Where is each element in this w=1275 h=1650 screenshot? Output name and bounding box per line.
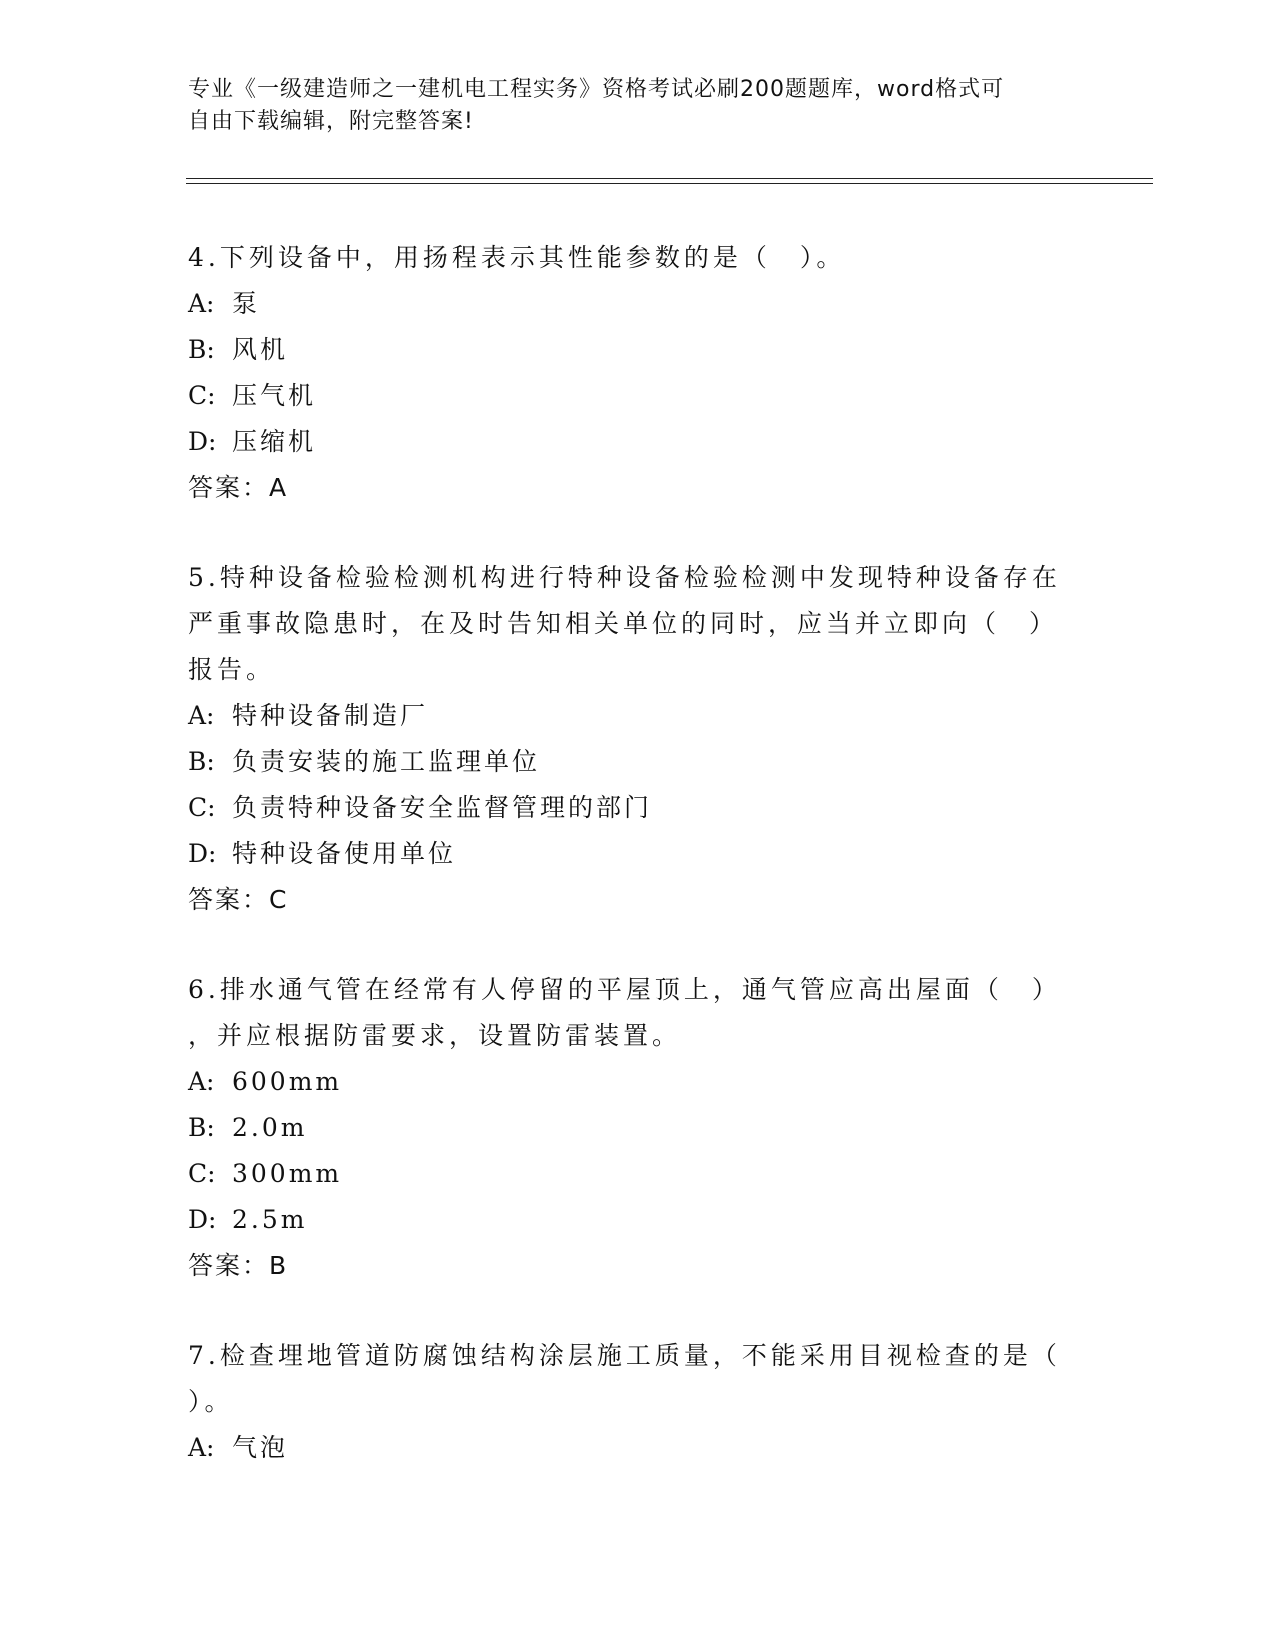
option-text: 600mm (232, 1067, 343, 1096)
question-text-line: 4.下列设备中，用扬程表示其性能参数的是（ ）。 (188, 243, 846, 272)
answer-option (188, 373, 1068, 419)
question-text-line: 7.检查埋地管道防腐蚀结构涂层施工质量，不能采用目视检查的是（ (188, 1341, 1061, 1370)
option-label: C: (188, 381, 216, 410)
question-text-line: 5.特种设备检验检测机构进行特种设备检验检测中发现特种设备存在 (188, 563, 1061, 592)
header-line-1: 专业《一级建造师之一建机电工程实务》资格考试必刷200题题库，word格式可 (188, 77, 1005, 102)
option-label: A: (188, 289, 215, 318)
option-label: C: (188, 793, 216, 822)
answer-option (188, 1425, 1068, 1471)
option-label: B: (188, 335, 215, 364)
option-text: 300mm (232, 1159, 343, 1188)
option-text: 特种设备使用单位 (232, 839, 457, 868)
answer-option (188, 831, 1068, 877)
question-text-line: 6.排水通气管在经常有人停留的平屋顶上，通气管应高出屋面（ ） (188, 975, 1061, 1004)
question-block (188, 235, 1068, 511)
question-text-line: 报告。 (188, 655, 276, 684)
option-label: A: (188, 1067, 215, 1096)
answer-option (188, 739, 1068, 785)
answer-option (188, 419, 1068, 465)
option-text: 压气机 (232, 381, 317, 410)
option-label: C: (188, 1159, 216, 1188)
answer-option (188, 1105, 1068, 1151)
answer-option (188, 785, 1068, 831)
option-text: 泵 (232, 289, 261, 318)
answer-option (188, 1197, 1068, 1243)
option-text: 2.5m (232, 1205, 308, 1234)
question-text-line: ）。 (188, 1387, 234, 1416)
option-text: 风机 (232, 335, 289, 364)
answer-option (188, 693, 1068, 739)
answer-option (188, 327, 1068, 373)
option-text: 负责安装的施工监理单位 (232, 747, 541, 776)
answer-key: 答案：B (188, 1251, 289, 1280)
header-divider-bottom (186, 183, 1153, 184)
option-text: 2.0m (232, 1113, 308, 1142)
answer-key: 答案：C (188, 885, 289, 914)
option-label: D: (188, 839, 217, 868)
option-text: 负责特种设备安全监督管理的部门 (232, 793, 653, 822)
option-text: 压缩机 (232, 427, 317, 456)
answer-option (188, 281, 1068, 327)
header-divider-top (186, 178, 1153, 179)
question-block (188, 555, 1068, 923)
answer-key: 答案：A (188, 473, 289, 502)
question-text-line: ，并应根据防雷要求，设置防雷装置。 (188, 1021, 682, 1050)
option-label: B: (188, 747, 215, 776)
answer-option (188, 1151, 1068, 1197)
question-block (188, 1333, 1068, 1471)
header-line-2: 自由下载编辑，附完整答案! (188, 109, 474, 134)
document-header (188, 74, 1068, 138)
option-label: D: (188, 427, 217, 456)
option-label: A: (188, 701, 215, 730)
option-label: A: (188, 1433, 215, 1462)
question-text-line: 严重事故隐患时，在及时告知相关单位的同时，应当并立即向（ ） (188, 609, 1059, 638)
option-label: B: (188, 1113, 215, 1142)
question-list (188, 235, 1068, 1515)
option-text: 气泡 (232, 1433, 289, 1462)
option-label: D: (188, 1205, 217, 1234)
question-block (188, 967, 1068, 1289)
answer-option (188, 1059, 1068, 1105)
option-text: 特种设备制造厂 (232, 701, 429, 730)
